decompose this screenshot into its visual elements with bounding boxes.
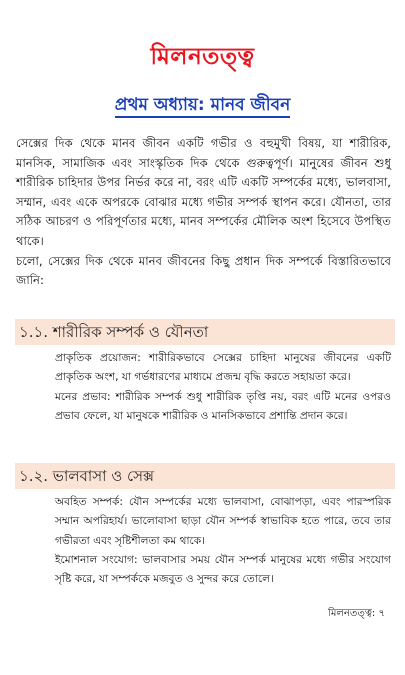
page-footer: মিলনতত্ত্ব: ৭ bbox=[327, 608, 385, 619]
chapter-title bbox=[0, 92, 405, 120]
section-paragraph: মনের প্রভাব: শারীরিক সম্পর্ক শুধু শারীরিক তৃপ্তি নয়, বরং এটি মনের ওপরও প্রভাব ফেলে, যা মানুষকে শারীরিক ও মানসিকভাবে প্রশান্তি প্রদান করে। bbox=[55, 390, 391, 422]
section-paragraph: অবহিত সম্পর্ক: যৌন সম্পর্কের মধ্যে ভালবাসা, বোঝাপড়া, এবং পারস্পরিক সম্মান অপরিহার্য। ভালোবাসা ছাড়া যৌন সম্পর্ক স্বাভাবিক হতে পারে, তবে তার গভীরতা এবং সৃষ্টিশীলতা কম থাকে। bbox=[55, 496, 391, 547]
book-title: মিলনতত্ত্ব bbox=[150, 44, 255, 70]
section-heading: ১.২. ভালবাসা ও সেক্স bbox=[15, 463, 395, 489]
section-paragraph: ইমোশনাল সংযোগ: ভালবাসার সময় যৌন সম্পর্ক মানুষের মধ্যে গভীর সংযোগ সৃষ্টি করে, যা সম্পর্ককে মজবুত ও সুন্দর করে তোলে। bbox=[55, 553, 391, 586]
section-paragraph: প্রাকৃতিক প্রয়োজন: শারীরিকভাবে সেক্সের চাহিদা মানুষের জীবনের একটি প্রাকৃতিক অংশ, যা গর্ভধারণের মাধ্যমে প্রজন্ম বৃদ্ধি করতে সহায়তা করে। bbox=[55, 352, 391, 384]
intro-paragraph: চলো, সেক্সের দিক থেকে মানব জীবনের কিছু প্রধান দিক সম্পর্কে বিস্তারিতভাবে জানি: bbox=[16, 253, 391, 288]
intro-text bbox=[16, 134, 391, 291]
intro-paragraph: সেক্সের দিক থেকে মানব জীবন একটি গভীর ও বহুমুখী বিষয়, যা শারীরিক, মানসিক, সামাজিক এবং সাংস্কৃতিক দিক থেকে গুরুত্বপূর্ণ। মানুষের জীবন শুধু শারীরিক চাহিদার উপর নির্ভর করে না, বরং এটি একটি সম্পর্কের মধ্যে, ভালবাসা, সম্মান, এবং একে অপরকে বোঝার মধ্যে গভীর সম্পর্ক স্থাপন করে। যৌনতা, তার সঠিক আচরণ ও পরিপূর্ণতার মধ্যে, মানব সম্পর্কের মৌলিক অংশ হিসেবে উপস্থিত থাকে। bbox=[16, 136, 391, 248]
chapter-title-text: প্রথম অধ্যায়: মানব জীবন bbox=[115, 95, 290, 118]
section-body bbox=[55, 349, 391, 426]
section-heading: ১.১. শারীরিক সম্পর্ক ও যৌনতা bbox=[15, 319, 395, 345]
section-body bbox=[55, 493, 391, 589]
